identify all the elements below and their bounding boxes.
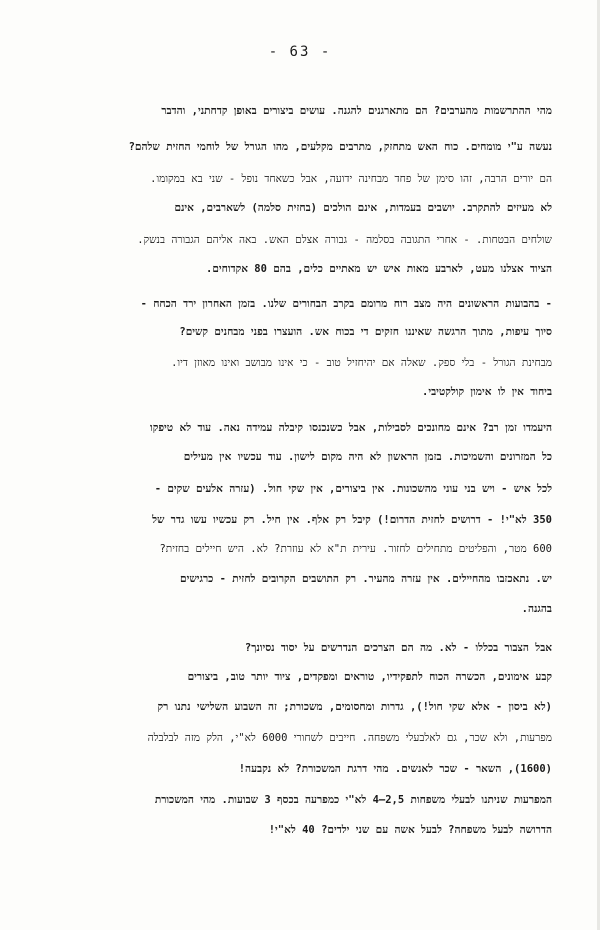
text-line: 600 מטר, והפליטים מתחילים לחזור. עירית ת"א לא עוזרת? לא. היש חיילים בחזית?: [159, 543, 552, 555]
text-line: לכל איש - ויש בני עוני מהשכונות. אין ביצורים, אין שקי חול. (עזרה אלעים שקים -: [154, 483, 552, 495]
text-line: היעמדו זמן רב? אינם מחונכים לסבילות, אבל כשנכנסו קיבלה עמידה נאה. עוד לא טיפקו: [150, 422, 552, 434]
text-line: אבל הצבור בכללו - לא. מה הם הצרכים הנדרשים על יסוד נסיונך?: [244, 642, 552, 654]
text-line: מפרעות, ולא שכר, גם לאלבעלי משפחה. חייבים לשחורי 6000 לא"י, הלק מזה לבלבלה: [147, 732, 552, 744]
text-line: סיוך עיפות, מתוך הרגשה שאיננו חזקים די בכוח אש. הועצרו בפני מבחנים קשים?: [179, 326, 552, 338]
text-line: בהגנה.: [521, 603, 552, 615]
text-line: נעשה ע"י מומחים. כוח האש מתחזק, מתרבים מקלעים, מהו הגורל של לוחמי החזית שלהם?: [128, 141, 552, 153]
text-line: הם יורים הרבה, זהו סימן של פחד מבחינה ידועה, אבל כשאחד נופל - שני בא במקומו.: [150, 173, 552, 185]
text-line: (1600), השאר - שכר לאנשים. מהי דרגת המשכורת? לא נקבעה!: [238, 763, 552, 775]
text-line: שולחים הבטחות. - אחרי התגובה בסלמה - גבורה אצלם האש. באה אליהם הגבורה בנשק.: [137, 234, 552, 246]
text-line: (לא ביסון - אלא שקי חול!), גדרות ומחסומים, משכורת; זה השבוע השלישי נתנו רק: [157, 701, 552, 713]
text-line: קבע אימונים, הכשרה הכוח לתפקידיו, טוראים ומפקדים, ציוד יותר טוב, ביצורים: [187, 671, 552, 683]
text-line: כל המזרונים והשמיכות. בזמן הראשון לא היה מקום לישון. עוד עכשיו אין מעילים: [183, 451, 552, 463]
page-number: - 63 -: [268, 44, 332, 60]
text-line: 350 לא"י! - דרושים לחזית הדרום!) קיבל רק אלף. אין חיל. רק עכשיו עשו גדר של: [152, 514, 552, 526]
text-line: יש. נתאכזבו מהחיילים. אין עזרה מהעיר. רק התושבים הקרובים לחזית - כרגישים: [180, 573, 552, 585]
text-line: הציוד אצלנו מעט, לארבע מאות איש יש מאתיים כלים, בהם 80 אקדוחים.: [206, 263, 552, 275]
text-line: לא מעיזים להתקרב. יושבים בעמדות, אינם הולכים (בחזית סלמה) לשארבים, אינם: [174, 202, 552, 214]
text-line: מהי ההתרשמות מהערבים? הם מתארגנים להגנה. עושים ביצורים באופן קדחתני, והדבר: [161, 105, 552, 117]
text-line: ביחוד אין לו אימון קולקטיבי.: [422, 386, 552, 398]
text-line: - בהבועות הראשונים היה מצב רוח מרומם בקרב הבחורים שלנו. בזמן האחרון ירד הכחח -: [140, 298, 552, 310]
text-line: המפרעות שניתנו לבעלי משפחות 2,5–4 לא"י כמפרעה בכסף 3 שבועות. מהי המשכורת: [154, 794, 552, 806]
text-line: הדרושה לבעל משפחה? לבעל אשה עם שני ילדים? 40 לא"י!: [268, 824, 552, 836]
text-line: מבחינת הגורל - בלי ספק. שאלה אם יהיחזיל טוב - כי אינו מבושב ואינו מאוזן דיו.: [171, 357, 552, 369]
